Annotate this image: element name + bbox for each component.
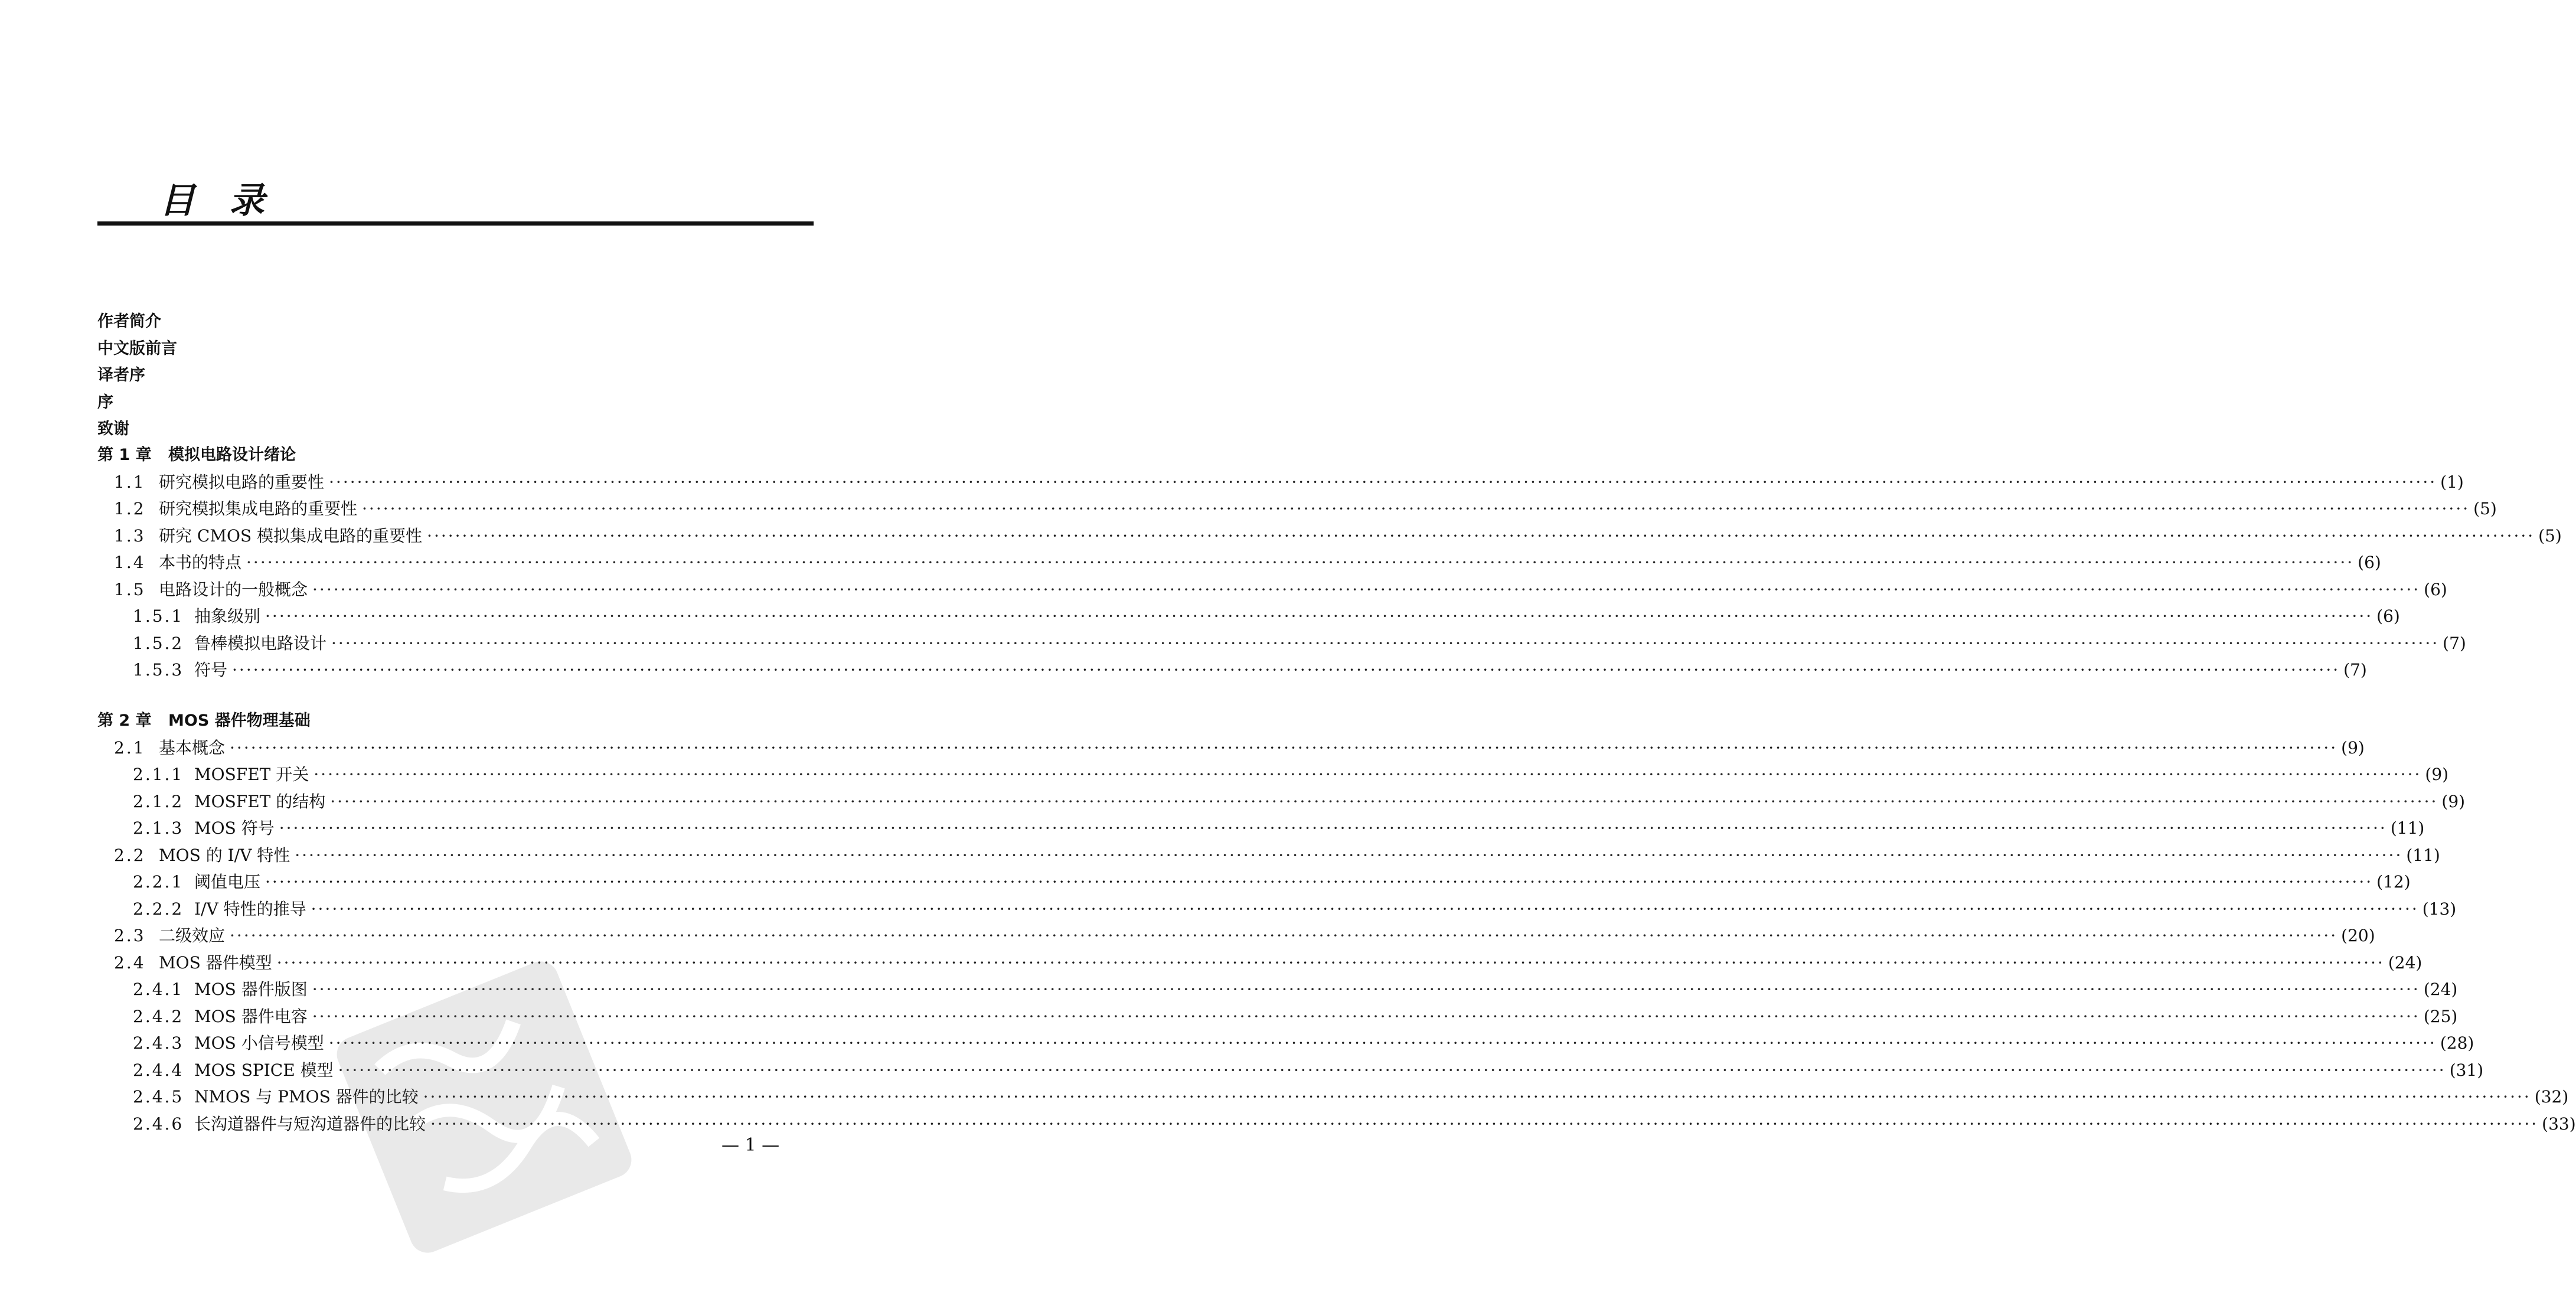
leader-dots: ············································································································································································································································································································ — [279, 818, 2387, 838]
toc-entry[interactable] — [97, 630, 2466, 657]
section-title: MOSFET 的结构 — [194, 791, 326, 811]
section-title: 基本概念 — [159, 737, 226, 758]
front-matter-item[interactable]: 中文版前言 — [97, 339, 177, 358]
toc-entry[interactable] — [97, 815, 2425, 842]
page-ref: (12) — [2376, 872, 2411, 892]
section-number: 1.5.1 — [133, 606, 184, 626]
page-ref: (32) — [2534, 1087, 2569, 1107]
leader-dots: ············································································································································································································································································································ — [246, 553, 2355, 572]
section-number: 1.2 — [114, 499, 146, 518]
leader-dots: ············································································································································································································································································································ — [338, 1060, 2446, 1080]
chapter-heading[interactable] — [97, 707, 814, 735]
page-ref: (33) — [2542, 1114, 2576, 1134]
leader-dots: ············································································································································································································································································································ — [328, 1033, 2437, 1053]
section-title: 本书的特点 — [159, 553, 242, 572]
leader-dots: ············································································································································································································································································································ — [423, 1087, 2531, 1107]
leader-dots: ············································································································································································································································································································ — [230, 926, 2338, 945]
toc-entry[interactable] — [97, 735, 2365, 762]
front-matter-item[interactable]: 译者序 — [97, 366, 145, 384]
page-ref: (7) — [2443, 633, 2466, 653]
page-title — [159, 172, 265, 223]
section-title: 长沟道器件与短沟道器件的比较 — [194, 1114, 426, 1134]
toc-entry[interactable] — [97, 576, 2447, 603]
toc-entry[interactable] — [97, 523, 2562, 550]
toc-entry[interactable] — [97, 922, 2375, 949]
chapter-title: MOS 器件物理基础 — [168, 711, 311, 730]
toc-entry[interactable] — [97, 495, 2497, 523]
page-ref: (9) — [2441, 791, 2466, 811]
section-number: 1.1 — [114, 472, 146, 492]
section-number: 1.4 — [114, 553, 146, 572]
leader-dots: ············································································································································································································································································································ — [265, 872, 2373, 892]
leader-dots: ············································································································································································································································································································ — [232, 660, 2340, 680]
section-number: 2.1.3 — [133, 818, 184, 838]
toc-entry[interactable] — [97, 949, 2422, 977]
leader-dots: ············································································································································································································································································································ — [276, 952, 2385, 972]
page-ref: (11) — [2390, 818, 2425, 838]
section-number: 2.4.4 — [133, 1060, 184, 1080]
page-ref: (11) — [2406, 845, 2440, 865]
section-number: 2.2.1 — [133, 872, 184, 892]
front-matter-item[interactable]: 致谢 — [97, 420, 129, 438]
leader-dots: ············································································································································································································································································································ — [329, 472, 2437, 492]
title-char-2: 录 — [229, 180, 265, 221]
section-number: 2.4.5 — [133, 1087, 184, 1107]
section-number: 1.5.2 — [133, 633, 184, 653]
page-ref: (28) — [2440, 1033, 2474, 1053]
page-ref: (24) — [2423, 980, 2458, 999]
section-number: 2.4.3 — [133, 1033, 184, 1053]
section-title: MOS SPICE 模型 — [194, 1060, 334, 1080]
chapter-title: 模拟电路设计绪论 — [168, 446, 296, 464]
page-ref: (25) — [2423, 1006, 2458, 1026]
toc-entry[interactable] — [97, 788, 2466, 815]
page-ref: (31) — [2449, 1060, 2484, 1080]
leader-dots: ············································································································································································································································································································ — [312, 1006, 2420, 1026]
section-title: MOS 符号 — [194, 818, 275, 838]
toc-entry[interactable] — [97, 869, 2411, 896]
section-title: MOS 器件电容 — [194, 1006, 308, 1026]
leader-dots: ············································································································································································································································································································ — [311, 899, 2419, 919]
section-title: 研究 CMOS 模拟集成电路的重要性 — [159, 526, 423, 546]
leader-dots: ············································································································································································································································································································ — [430, 1114, 2539, 1134]
leader-dots: ············································································································································································································································································································ — [331, 633, 2440, 653]
section-title: 鲁棒模拟电路设计 — [194, 633, 327, 653]
leader-dots: ············································································································································································································································································································ — [314, 765, 2422, 784]
toc-entry[interactable] — [97, 603, 2400, 630]
section-title: MOSFET 开关 — [194, 765, 309, 784]
page-ref: (24) — [2388, 952, 2422, 972]
section-number: 2.4.1 — [133, 980, 184, 999]
section-number: 2.4 — [114, 952, 146, 972]
toc-entry[interactable] — [97, 657, 2367, 684]
chapter-1-section — [97, 442, 2562, 684]
front-matter-item[interactable]: 序 — [97, 393, 113, 412]
front-matter-item[interactable]: 作者简介 — [97, 312, 161, 331]
section-title: MOS 小信号模型 — [194, 1033, 324, 1053]
section-number: 2.2.2 — [133, 899, 184, 919]
leader-dots: ············································································································································································································································································································ — [312, 980, 2420, 999]
page-ref: (6) — [2424, 579, 2447, 599]
section-title: 研究模拟电路的重要性 — [159, 472, 325, 492]
page-ref: (7) — [2343, 660, 2367, 680]
leader-dots: ············································································································································································································································································································ — [230, 737, 2338, 758]
section-title: 电路设计的一般概念 — [159, 579, 308, 599]
page-ref: (9) — [2341, 737, 2365, 758]
section-title: I/V 特性的推导 — [194, 899, 306, 919]
leader-dots: ············································································································································································································································································································ — [312, 579, 2421, 599]
section-number: 2.1.1 — [133, 765, 184, 784]
section-number: 1.5 — [114, 579, 146, 599]
page-ref: (5) — [2538, 526, 2562, 546]
section-number: 2.4.2 — [133, 1006, 184, 1026]
section-number: 1.3 — [114, 526, 146, 546]
section-title: NMOS 与 PMOS 器件的比较 — [194, 1087, 419, 1107]
page-number: — 1 — — [721, 1135, 780, 1156]
toc-entry[interactable] — [97, 896, 2457, 923]
page-ref: (1) — [2440, 472, 2464, 492]
section-title: MOS 的 I/V 特性 — [159, 845, 290, 865]
page-ref: (20) — [2341, 926, 2375, 945]
title-char-1: 目 — [159, 180, 195, 221]
toc-entry[interactable] — [97, 549, 2381, 576]
page-ref: (6) — [2376, 606, 2400, 626]
page-ref: (6) — [2358, 553, 2381, 572]
toc-entry[interactable] — [97, 761, 2449, 788]
page-ref: (13) — [2422, 899, 2457, 919]
chapter-number: 第 1 章 — [97, 446, 152, 464]
section-title: 研究模拟集成电路的重要性 — [159, 499, 358, 518]
front-matter-list — [97, 308, 814, 443]
chapter-number: 第 2 章 — [97, 711, 152, 730]
chapter-heading[interactable] — [97, 442, 814, 469]
leader-dots: ············································································································································································································································································································ — [427, 526, 2535, 546]
section-number: 2.3 — [114, 926, 146, 945]
section-number: 1.5.3 — [133, 660, 184, 680]
section-title: MOS 器件模型 — [159, 952, 272, 972]
section-number: 2.2 — [114, 845, 146, 865]
section-title: 符号 — [194, 660, 228, 680]
title-rule — [97, 221, 814, 226]
section-number: 2.1.2 — [133, 791, 184, 811]
toc-entry[interactable] — [97, 469, 2464, 496]
section-number: 2.1 — [114, 737, 146, 758]
leader-dots: ············································································································································································································································································································ — [265, 606, 2373, 626]
leader-dots: ············································································································································································································································································································ — [330, 791, 2438, 811]
section-number: 2.4.6 — [133, 1114, 184, 1134]
leader-dots: ············································································································································································································································································································ — [362, 499, 2470, 518]
page-ref: (5) — [2473, 499, 2497, 518]
section-title: 抽象级别 — [194, 606, 261, 626]
section-title: 二级效应 — [159, 926, 226, 945]
toc-entry[interactable] — [97, 842, 2440, 869]
section-title: MOS 器件版图 — [194, 980, 308, 999]
page-ref: (9) — [2425, 765, 2449, 784]
leader-dots: ············································································································································································································································································································ — [295, 845, 2403, 865]
section-title: 阈值电压 — [194, 872, 261, 892]
